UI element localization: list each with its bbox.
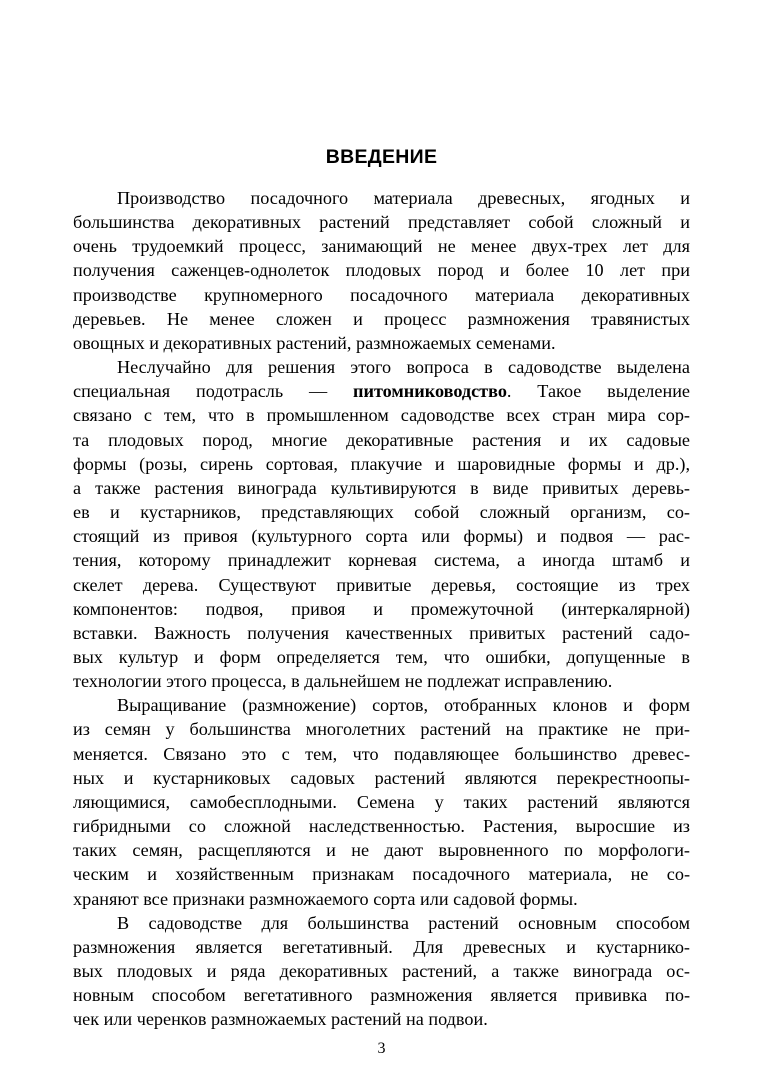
bold-term: питомниководство <box>353 381 507 402</box>
paragraph-1 <box>73 186 690 355</box>
paragraph-4 <box>73 911 690 1032</box>
text-line: вых культур и форм определяется тем, что ошибки, допущенные в <box>73 646 690 667</box>
text-line: ческим и хозяйственным признакам посадочного материала, не со- <box>73 864 690 885</box>
text-line: ев и кустарников, представляющих собой сложный организм, со- <box>73 502 690 523</box>
text-line: тения, которому принадлежит корневая система, а иногда штамб и <box>73 550 690 571</box>
text-line: Производство посадочного материала древесных, ягодных и <box>117 188 690 208</box>
text-line: ных и кустарниковых садовых растений являются перекрестноопы- <box>73 767 690 788</box>
text-line: Выращивание (размножение) сортов, отобранных клонов и форм <box>117 695 690 716</box>
text-line: В садоводстве для большинства растений основным способом <box>117 912 690 933</box>
text-line: вставки. Важность получения качественных привитых растений садо- <box>73 622 690 643</box>
text-line: новным способом вегетативного размножения является прививка по- <box>73 985 690 1006</box>
page-number: 3 <box>377 1040 386 1057</box>
text-fragment: специальная подотрасль — <box>73 381 354 402</box>
text-line: связано с тем, что в промышленном садоводстве всех стран мира сор- <box>73 405 690 426</box>
text-line: гибридными со сложной наследственностью. Растения, выросшие из <box>73 816 690 837</box>
text-line: ляющимися, самобесплодными. Семена у таких растений являются <box>73 791 690 812</box>
text-line: размножения является вегетативный. Для древесных и кустарнико- <box>73 936 690 957</box>
text-line: получения саженцев-однолеток плодовых пород и более 10 лет при <box>73 260 690 281</box>
text-line: храняют все признаки размножаемого сорта или садовой формы. <box>73 888 578 909</box>
body-text <box>73 186 690 1031</box>
text-line: овощных и декоративных растений, размножаемых семенами. <box>73 332 556 353</box>
page-title: ВВЕДЕНИЕ <box>325 146 438 168</box>
text-line-with-term <box>73 379 690 403</box>
text-fragment: . Такое выделение <box>506 381 690 402</box>
text-line: меняется. Связано это с тем, что подавляющее большинство древес- <box>73 743 690 764</box>
text-line: большинства декоративных растений представляет собой сложный и <box>73 212 690 233</box>
paragraph-3 <box>73 693 690 910</box>
text-line: стоящий из привоя (культурного сорта или формы) и подвоя — рас- <box>73 526 690 547</box>
text-line: вых плодовых и ряда декоративных растений, а также винограда ос- <box>73 961 690 981</box>
text-line: а также растения винограда культивируются в виде привитых деревь- <box>73 477 690 498</box>
text-line: таких семян, расщепляются и не дают выровненного по морфологи- <box>73 840 690 861</box>
text-line: та плодовых пород, многие декоративные растения и их садовые <box>73 429 690 450</box>
text-line: деревьев. Не менее сложен и процесс размножения травянистых <box>73 308 690 329</box>
text-line: формы (розы, сирень сортовая, плакучие и шаровидные формы и др.), <box>73 453 690 474</box>
text-line: из семян у большинства многолетних растений на практике не при- <box>73 719 690 740</box>
text-line: технологии этого процесса, в дальнейшем не подлежат исправлению. <box>73 671 613 692</box>
text-line: скелет дерева. Существуют привитые деревья, состоящие из трех <box>73 574 690 595</box>
text-line: Неслучайно для решения этого вопроса в садоводстве выделена <box>117 357 690 378</box>
text-line: производстве крупномерного посадочного материала декоративных <box>73 284 690 305</box>
text-line: компонентов: подвоя, привоя и промежуточной (интеркалярной) <box>73 598 690 619</box>
text-line: чек или черенков размножаемых растений на подвои. <box>73 1009 488 1030</box>
paragraph-2 <box>73 355 690 693</box>
document-page <box>73 0 690 1079</box>
text-line: очень трудоемкий процесс, занимающий не менее двух-трех лет для <box>73 236 690 257</box>
